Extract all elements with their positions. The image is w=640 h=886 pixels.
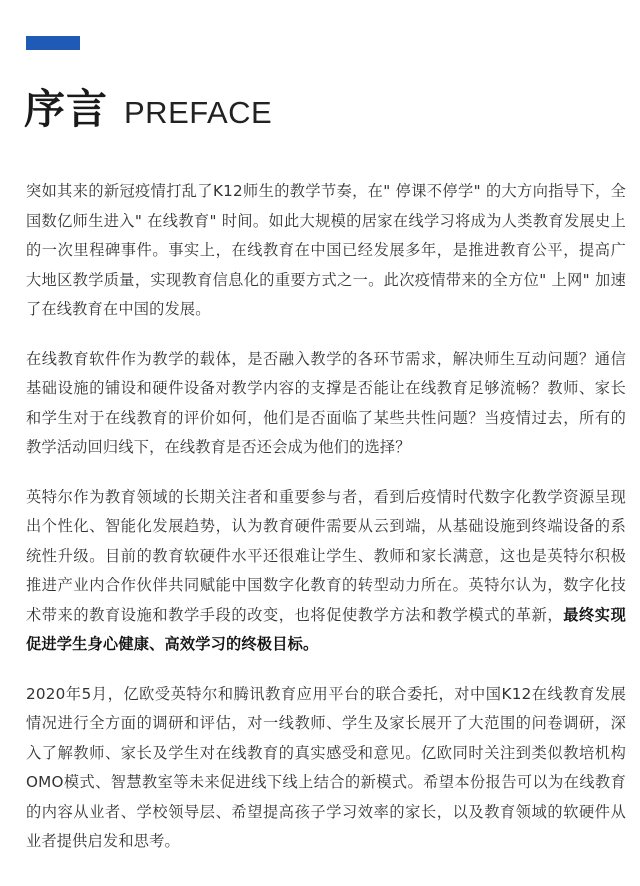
paragraph-3-emphasis: 最终实现促进学生身心健康、高效学习的终极目标。 [26, 605, 626, 653]
page-title-en: PREFACE [124, 95, 273, 130]
preface-body [26, 177, 626, 877]
page-title-cn: 序言 [24, 85, 108, 133]
paragraph-4: 2020年5月，亿欧受英特尔和腾讯教育应用平台的联合委托，对中国K12在线教育发展情况进行全方面的调研和评估，对一线教师、学生及家长展开了大范围的问卷调研，深入了解教师、家长及学生对在线教育的真实感受和意见。亿欧同时关注到类似教培机构OMO模式、智慧教室等未来促进线下线上结合的新模式。希望本份报告可以为在线教育的内容从业者、学校领导层、希望提高孩子学习效率的家长，以及教育领域的软硬件从业者提供启发和思考。 [26, 684, 626, 850]
page-heading [24, 86, 272, 136]
paragraph-1: 突如其来的新冠疫情打乱了K12师生的教学节奏，在" 停课不停学" 的大方向指导下，全国数亿师生进入" 在线教育" 时间。如此大规模的居家在线学习将成为人类教育发展史上的一次里程碑事件。事实上，在线教育在中国已经发展多年，是推进教育公平，提高广大地区教学质量，实现教育信息化的重要方式之一。此次疫情带来的全方位" 上网" 加速了在线教育在中国的发展。 [26, 182, 626, 318]
paragraph-3 [26, 483, 626, 660]
paragraph-3-text: 英特尔作为教育领域的长期关注者和重要参与者，看到后疫情时代数字化教学资源呈现出个性化、智能化发展趋势，认为教育硬件需要从云到端，从基础设施到终端设备的系统性升级。目前的教育软硬件水平还很难让学生、教师和家长满意，这也是英特尔积极推进产业内合作伙伴共同赋能中国数字化教育的转型动力所在。英特尔认为，数字化技术带来的教育设施和教学手段的改变，也将促使教学方法和教学模式的革新， [26, 487, 626, 624]
accent-bar [26, 36, 80, 50]
paragraph-2: 在线教育软件作为教学的载体，是否融入教学的各环节需求，解决师生互动问题？通信基础设施的铺设和硬件设备对教学内容的支撑是否能让在线教育足够流畅？教师、家长和学生对于在线教育的评价如何，他们是否面临了某些共性问题？当疫情过去，所有的教学活动回归线下，在线教育是否还会成为他们的选择？ [26, 349, 626, 456]
